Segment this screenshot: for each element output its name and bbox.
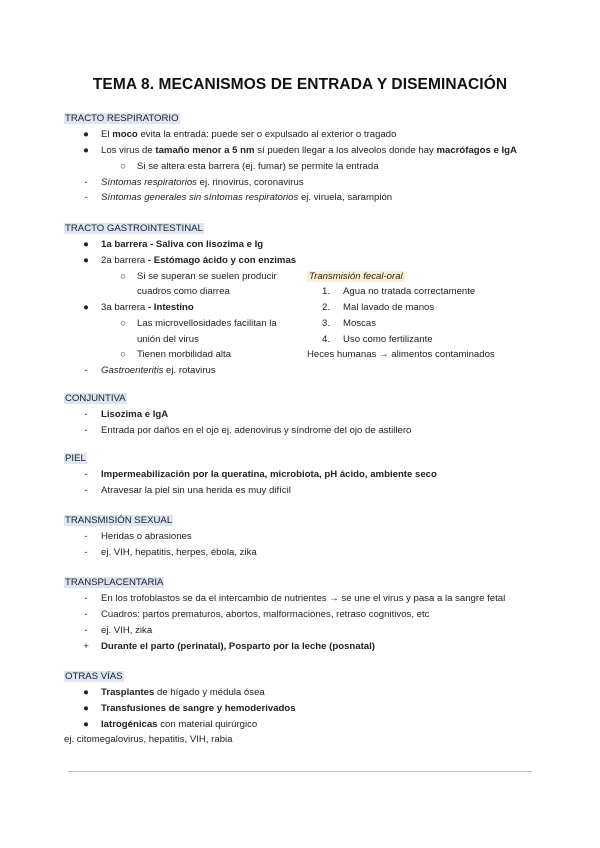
section-heading-sexual xyxy=(64,515,173,527)
text: El xyxy=(101,129,113,140)
list-item: Entrada por daños en el ojo ej. adenovirus y síndrome del ojo de astillero xyxy=(101,425,412,436)
section-heading-transplacentaria xyxy=(64,577,164,589)
heading-text: TRANSMISIÓN SEXUAL xyxy=(65,515,173,526)
circle-marker: ○ xyxy=(120,318,126,329)
list-item: ej. VIH, zika xyxy=(101,625,153,636)
text: sí pueden llegar a los alveolos donde hay xyxy=(254,145,437,156)
list-item xyxy=(101,177,304,189)
bullet-marker: ● xyxy=(83,719,89,730)
circle-marker: ○ xyxy=(120,161,126,172)
text: ej. rinovirus, coronavirus xyxy=(196,177,304,188)
examples-line: ej. citomegalovirus, hepatitis, VIH, rabia xyxy=(64,734,233,745)
list-item xyxy=(101,192,392,204)
text: ej. rotavirus xyxy=(163,365,216,376)
dash-marker: - xyxy=(84,409,88,420)
bullet-marker: ● xyxy=(83,239,89,250)
ordered-number: 3. xyxy=(322,318,331,329)
text-italic: Gastroenteritis xyxy=(101,365,164,376)
dash-marker: - xyxy=(84,531,88,542)
section-heading-gastrointestinal xyxy=(64,223,204,235)
dash-marker: - xyxy=(84,192,88,203)
text-bold: tamaño menor a 5 nm xyxy=(155,145,255,156)
fecal-oral-item: Uso como fertilizante xyxy=(343,334,433,345)
list-item: En los trofoblastos se da el intercambio de nutrientes → se une el virus y pasa a la sangre fetal xyxy=(101,593,506,604)
bullet-marker: ● xyxy=(83,255,89,266)
dash-marker: - xyxy=(84,625,88,636)
text-italic: Síntomas generales sin síntomas respiratorios xyxy=(101,192,299,203)
list-item xyxy=(101,302,194,314)
list-item: ej. VIH, hepatitis, herpes, ébola, zika xyxy=(101,547,257,558)
plus-marker: + xyxy=(83,641,89,652)
text: - Saliva con lisozima e Ig xyxy=(147,239,264,250)
list-item xyxy=(101,145,517,157)
text: 3a barrera xyxy=(101,302,146,313)
text-bold: macrófagos e IgA xyxy=(436,145,517,156)
list-item: Atravesar la piel sin una herida es muy difícil xyxy=(101,485,291,496)
text: evita la entrada: puede ser o expulsado al exterior o tragado xyxy=(137,129,397,140)
heading-text: TRANSPLACENTARIA xyxy=(65,577,164,588)
dash-marker: - xyxy=(84,547,88,558)
dash-marker: - xyxy=(84,425,88,436)
dash-marker: - xyxy=(84,485,88,496)
dash-marker: - xyxy=(84,609,88,620)
text-bold: moco xyxy=(112,129,138,140)
list-item xyxy=(101,255,296,267)
fecal-oral-title xyxy=(307,271,405,283)
bullet-marker: ● xyxy=(83,703,89,714)
section-heading-conjuntiva xyxy=(64,393,127,405)
fecal-oral-item: Moscas xyxy=(343,318,377,329)
text: de hígado y médula ósea xyxy=(154,687,265,698)
page-footer-divider xyxy=(68,771,532,772)
ordered-number: 2. xyxy=(322,302,331,313)
text-bold: - Intestino xyxy=(145,302,194,313)
heading-text: PIEL xyxy=(65,453,86,464)
text: con material quirúrgico xyxy=(157,719,258,730)
text-italic: Síntomas respiratorios xyxy=(101,177,197,188)
circle-marker: ○ xyxy=(120,271,126,282)
text: Transmisión fecal-oral xyxy=(309,271,403,282)
heading-text: OTRAS VÍAS xyxy=(65,671,123,682)
text: Los virus de xyxy=(101,145,156,156)
list-item: Cuadros: partos prematuros, abortos, malformaciones, retraso cognitivos, etc xyxy=(101,609,430,620)
list-item xyxy=(101,365,216,377)
text-bold: - Estómago ácido y con enzimas xyxy=(145,255,297,266)
fecal-oral-item: Agua no tratada correctamente xyxy=(343,286,476,297)
heading-text: TRACTO GASTROINTESTINAL xyxy=(65,223,203,234)
list-item: Durante el parto (perinatal), Posparto por la leche (posnatal) xyxy=(101,641,376,652)
list-item: Impermeabilización por la queratina, microbiota, pH ácido, ambiente seco xyxy=(101,469,437,480)
bullet-marker: ● xyxy=(83,302,89,313)
bullet-marker: ● xyxy=(83,145,89,156)
list-item xyxy=(101,129,396,141)
text-bold: Trasplantes xyxy=(101,687,155,698)
list-item: Lisozima e IgA xyxy=(101,409,169,420)
dash-marker: - xyxy=(84,365,88,376)
list-item xyxy=(101,239,263,251)
list-item xyxy=(101,687,265,699)
text: ej. viruela, sarampión xyxy=(298,192,393,203)
ordered-number: 4. xyxy=(322,334,331,345)
section-heading-otras-vias xyxy=(64,671,124,683)
list-item xyxy=(101,719,257,731)
section-heading-piel xyxy=(64,453,87,465)
ordered-number: 1. xyxy=(322,286,331,297)
circle-marker: ○ xyxy=(120,349,126,360)
heading-text: TRACTO RESPIRATORIO xyxy=(65,113,179,124)
text-bold: Iatrogénicas xyxy=(101,719,158,730)
heading-text: CONJUNTIVA xyxy=(65,393,126,404)
list-item-continuation: cuadros como diarrea xyxy=(137,286,230,297)
dash-marker: - xyxy=(84,469,88,480)
fecal-oral-item: Mal lavado de manos xyxy=(343,302,435,313)
dash-marker: - xyxy=(84,593,88,604)
list-item-continuation: unión del virus xyxy=(137,334,199,345)
text: 1a barrera xyxy=(101,239,148,250)
list-item: Tienen morbilidad alta xyxy=(137,349,232,360)
bullet-marker: ● xyxy=(83,129,89,140)
list-item: Si se superan se suelen producir xyxy=(137,271,277,282)
page-title: TEMA 8. MECANISMOS DE ENTRADA Y DISEMINACIÓN xyxy=(92,76,508,93)
list-item: Las microvellosidades facilitan la xyxy=(137,318,277,329)
bullet-marker: ● xyxy=(83,687,89,698)
dash-marker: - xyxy=(84,177,88,188)
list-item: Si se altera esta barrera (ej. fumar) se permite la entrada xyxy=(137,161,379,172)
list-item: Heridas o abrasiones xyxy=(101,531,192,542)
section-heading-respiratorio xyxy=(64,113,180,125)
text: 2a barrera xyxy=(101,255,146,266)
fecal-oral-footer: Heces humanas → alimentos contaminados xyxy=(307,349,495,360)
list-item: Transfusiones de sangre y hemoderivados xyxy=(101,703,296,714)
